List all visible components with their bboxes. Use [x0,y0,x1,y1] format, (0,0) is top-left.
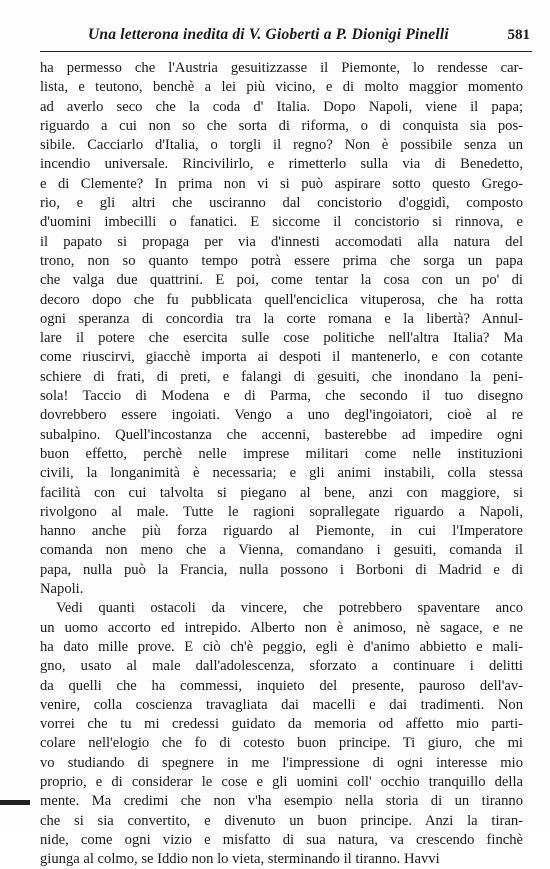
text-line: hanno anche più forza riguardo al Piemonte, in cui l'Imperatore [40,523,523,540]
text-line: da quelli che ha commessi, inquieto del presente, pauroso dell'av- [40,677,523,694]
page-number: 581 [507,27,530,43]
text-line: nide, come ogni vizio e misfatto di sua natura, va crescendo finchè [40,831,523,848]
text-line: buon effetto, perchè nelle imprese militari come nelle instituzioni [40,445,523,462]
header-rule [40,51,532,52]
text-line: gno, usato al male dall'adolescenza, sforzato a continuare i delitti [40,658,523,675]
text-line: Vedi quanti ostacoli da vincere, che potrebbero spaventare anco [56,600,523,617]
text-line: venire, colla coscienza travagliata dai macelli e dai tradimenti. Non [40,696,523,713]
text-line: che valga due quattrini. E poi, come tentar la cosa con un po' di [40,272,523,289]
text-line: lare il potere che esercita sulle cose politiche nell'altra Italia? Ma [40,330,523,347]
running-title: Una letterona inedita di V. Gioberti a P. Dionigi Pinelli [88,26,449,43]
text-line: subalpino. Quell'incostanza che accenni, basterebbe ad impedire ogni [40,426,523,443]
text-line: Napoli. [40,581,84,598]
text-line: rivolgono al male. Tutte le ragioni soprallegate riguardo a Napoli, [40,503,523,520]
text-line: come riuscirvi, giacchè importa ai despoti il mantenerlo, e con cotante [40,349,523,366]
text-line: il papato si propaga per via d'innesti accomodati alla natura del [40,233,523,250]
text-line: sola! Taccio di Modena e di Parma, che secondo il tuo disegno [40,388,523,405]
text-line: ha dato mille prove. E ciò ch'è peggio, egli è d'animo abbietto e mali- [40,638,523,655]
text-line: e di Clemente? In prima non vi si può aspirare sotto questo Grego- [40,175,523,192]
text-line: colare nell'elogio che fo di cotesto buon principe. Ti giuro, che mi [40,735,523,752]
text-line: vorrei che tu mi credessi guidato da memoria od affetto mio parti- [40,716,523,733]
text-line: civili, la longanimità è necessaria; e gli animi instabili, colla stessa [40,465,523,482]
text-line: giunga al colmo, se Iddio non lo vieta, sterminando il tiranno. Havvi [40,851,440,868]
text-line: papa, nulla può la Francia, nulla possono i Borboni di Madrid e di [40,561,523,578]
text-line: dovrebbero essere ingoiati. Vengo a uno degl'ingoiatori, cioè al re [40,407,523,424]
body-text [40,59,523,869]
text-line: schiere di frati, di preti, e falangi di gesuiti, che inondano la peni- [40,368,523,385]
text-line: trono, non so quanto tempo potrà essere prima che sorga un papa [40,252,523,269]
text-line: lista, e teutono, benchè a lei più vicino, e di molto maggior momento [40,79,523,96]
text-line: comanda non meno che a Vienna, comandano i gesuiti, comanda il [40,542,523,559]
text-line: ha permesso che l'Austria gesuitizzasse il Piemonte, lo rendesse car- [40,60,523,76]
text-line: proprio, e di considerar le cose e gli uomini coll' occhio tranquillo della [40,773,523,790]
text-line: ogni speranza di concordia tra la corte romana e la libertà? Annul- [40,310,523,327]
text-line: un uomo accorto ed intrepido. Alberto non è animoso, nè sagace, e ne [40,619,523,636]
running-header [88,26,530,48]
margin-ink-mark [0,800,30,805]
text-line: sibile. Cacciarlo d'Italia, o torgli il regno? Non è possibile senza un [40,137,523,154]
text-line: vo studiando di spegnere in me l'impressione di ogni interesse mio [40,754,523,771]
text-line: che si sia convertito, e divenuto un buon principe. Anzi la tiran- [40,812,523,829]
text-line: facilità con cui talvolta si piegano al bene, anzi con maggiore, si [40,484,523,501]
text-line: incendio universale. Rincivilirlo, e rimetterlo sulla via di Benedetto, [40,156,523,173]
text-line: ad averlo seco che la coda d' Italia. Dopo Napoli, viene il papa; [40,98,523,115]
text-line: decoro dopo che fu pubblicata quell'enciclica vituperosa, che ha rotta [40,291,523,308]
text-line: riguardo a cui non so che sorta di riforma, o di conquista sia pos- [40,117,523,134]
text-line: rio, e gli altri che usciranno dal concistorio d'oggidì, composto [40,195,523,212]
text-line: mente. Ma credimi che non v'ha esempio nella storia di un tiranno [40,793,523,810]
text-line: d'uomini imbecilli o fanatici. E siccome il concistorio si rinnova, e [40,214,523,231]
